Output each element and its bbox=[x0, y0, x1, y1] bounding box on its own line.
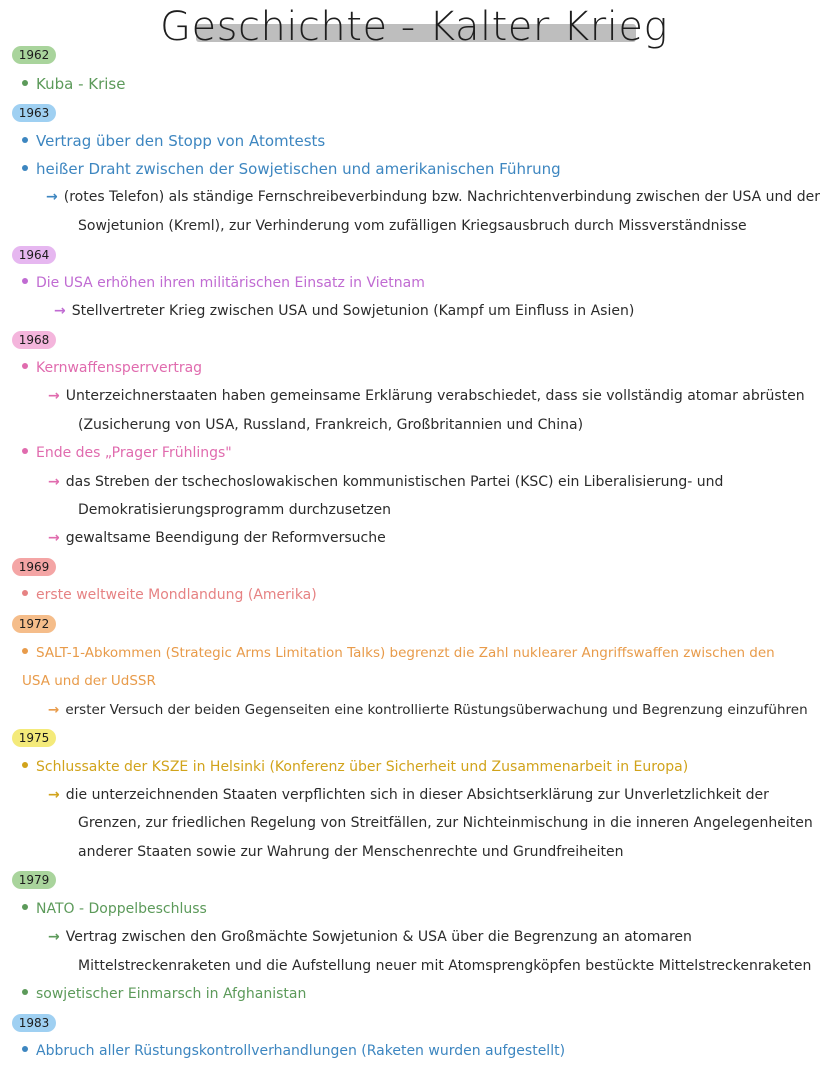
year-badge-1979: 1979 bbox=[12, 871, 56, 889]
entry-text: heißer Draht zwischen der Sowjetischen und amerikanischen Führung bbox=[36, 160, 561, 178]
entry-prag bbox=[22, 444, 232, 462]
detail-text: Vertrag zwischen den Großmächte Sowjetunion & USA über die Begrenzung an atomaren bbox=[65, 929, 692, 945]
entry-text: Vertrag über den Stopp von Atomtests bbox=[36, 132, 326, 150]
bullet-dot-icon bbox=[22, 590, 28, 596]
entry-mond bbox=[22, 586, 317, 604]
arrow-right-icon: → bbox=[48, 530, 60, 546]
detail-salt-1 bbox=[48, 701, 808, 719]
entry-text: Kernwaffensperrvertrag bbox=[36, 360, 203, 376]
bullet-dot-icon bbox=[22, 989, 28, 995]
bullet-dot-icon bbox=[22, 448, 28, 454]
entry-kuba bbox=[22, 75, 125, 93]
detail-kernwaffen-2: (Zusicherung von USA, Russland, Frankreich, Großbritannien und China) bbox=[78, 417, 584, 433]
year-badge-1969: 1969 bbox=[12, 558, 56, 576]
entry-text: SALT-1-Abkommen (Strategic Arms Limitation Talks) begrenzt die Zahl nuklearer Angriffswaffen zwischen den bbox=[36, 645, 775, 661]
entry-text: sowjetischer Einmarsch in Afghanistan bbox=[36, 986, 307, 1002]
entry-text: Ende des „Prager Frühlings" bbox=[36, 445, 232, 461]
entry-text: Die USA erhöhen ihren militärischen Einsatz in Vietnam bbox=[36, 275, 425, 291]
bullet-dot-icon bbox=[22, 904, 28, 910]
detail-nato-2: Mittelstreckenraketen und die Aufstellung neuer mit Atomsprengköpfen bestückte Mittelstreckenraketen bbox=[78, 958, 812, 974]
bullet-dot-icon bbox=[22, 278, 28, 284]
entry-kernwaffen bbox=[22, 359, 202, 377]
entry-text: erste weltweite Mondlandung (Amerika) bbox=[36, 587, 317, 603]
entry-text: Abbruch aller Rüstungskontrollverhandlungen (Raketen wurden aufgestellt) bbox=[36, 1043, 566, 1059]
detail-ksze-1 bbox=[48, 786, 769, 804]
year-badge-1964: 1964 bbox=[12, 246, 56, 264]
detail-text: erster Versuch der beiden Gegenseiten eine kontrollierte Rüstungsüberwachung und Begrenzung einzuführen bbox=[65, 702, 808, 718]
detail-text: die unterzeichnenden Staaten verpflichten sich in dieser Absichtserklärung zur Unverletzlichkeit der bbox=[65, 787, 769, 803]
entry-abbruch bbox=[22, 1042, 565, 1060]
arrow-right-icon: → bbox=[48, 787, 60, 803]
detail-text: (rotes Telefon) als ständige Fernschreibeverbindung bzw. Nachrichtenverbindung zwischen der USA und der bbox=[63, 189, 821, 205]
year-badge-1972: 1972 bbox=[12, 615, 56, 633]
detail-text: Unterzeichnerstaaten haben gemeinsame Erklärung verabschiedet, dass sie vollständig atomar abrüsten bbox=[65, 388, 805, 404]
entry-heisser-draht bbox=[22, 160, 561, 178]
detail-text: gewaltsame Beendigung der Reformversuche bbox=[65, 530, 386, 546]
entry-salt-1 bbox=[22, 644, 775, 662]
entry-afghanistan bbox=[22, 985, 306, 1003]
entry-salt-2: USA und der UdSSR bbox=[22, 673, 156, 689]
arrow-right-icon: → bbox=[48, 702, 60, 718]
entry-nato bbox=[22, 900, 207, 918]
entry-ksze bbox=[22, 758, 688, 776]
bullet-dot-icon bbox=[22, 648, 28, 654]
entry-text: Kuba - Krise bbox=[36, 75, 126, 93]
detail-heisser-draht-2: Sowjetunion (Kreml), zur Verhinderung vom zufälligen Kriegsausbruch durch Missverständnisse bbox=[78, 218, 747, 234]
detail-prag-1 bbox=[48, 473, 723, 491]
title-area bbox=[0, 0, 828, 50]
arrow-right-icon: → bbox=[48, 388, 60, 404]
year-badge-1968: 1968 bbox=[12, 331, 56, 349]
bullet-dot-icon bbox=[22, 165, 28, 171]
arrow-right-icon: → bbox=[54, 303, 66, 319]
arrow-right-icon: → bbox=[48, 474, 60, 490]
detail-ksze-2: Grenzen, zur friedlichen Regelung von Streitfällen, zur Nichteinmischung in die inneren Angelegenheiten bbox=[78, 815, 813, 831]
bullet-dot-icon bbox=[22, 80, 28, 86]
detail-prag-3 bbox=[48, 529, 386, 547]
year-badge-1975: 1975 bbox=[12, 729, 56, 747]
page-title: Geschichte - Kalter Krieg bbox=[160, 4, 668, 50]
detail-heisser-draht-1 bbox=[46, 188, 820, 206]
entry-atomtests bbox=[22, 132, 325, 150]
bullet-dot-icon bbox=[22, 137, 28, 143]
detail-kernwaffen-1 bbox=[48, 387, 805, 405]
arrow-right-icon: → bbox=[48, 929, 60, 945]
year-badge-1963: 1963 bbox=[12, 104, 56, 122]
bullet-dot-icon bbox=[22, 363, 28, 369]
arrow-right-icon: → bbox=[46, 189, 58, 205]
detail-text: das Streben der tschechoslowakischen kommunistischen Partei (KSC) ein Liberalisierung- und bbox=[65, 474, 724, 490]
entry-vietnam bbox=[22, 274, 425, 292]
detail-text: Stellvertreter Krieg zwischen USA und Sowjetunion (Kampf um Einfluss in Asien) bbox=[71, 303, 635, 319]
detail-nato-1 bbox=[48, 928, 692, 946]
detail-prag-2: Demokratisierungsprogramm durchzusetzen bbox=[78, 502, 391, 518]
detail-ksze-3: anderer Staaten sowie zur Wahrung der Menschenrechte und Grundfreiheiten bbox=[78, 844, 624, 860]
entry-text: Schlussakte der KSZE in Helsinki (Konferenz über Sicherheit und Zusammenarbeit in Europa) bbox=[36, 759, 689, 775]
detail-vietnam-1 bbox=[54, 302, 634, 320]
year-badge-1983: 1983 bbox=[12, 1014, 56, 1032]
bullet-dot-icon bbox=[22, 1046, 28, 1052]
entry-text: NATO - Doppelbeschluss bbox=[36, 901, 207, 917]
bullet-dot-icon bbox=[22, 762, 28, 768]
year-badge-1962: 1962 bbox=[12, 46, 56, 64]
